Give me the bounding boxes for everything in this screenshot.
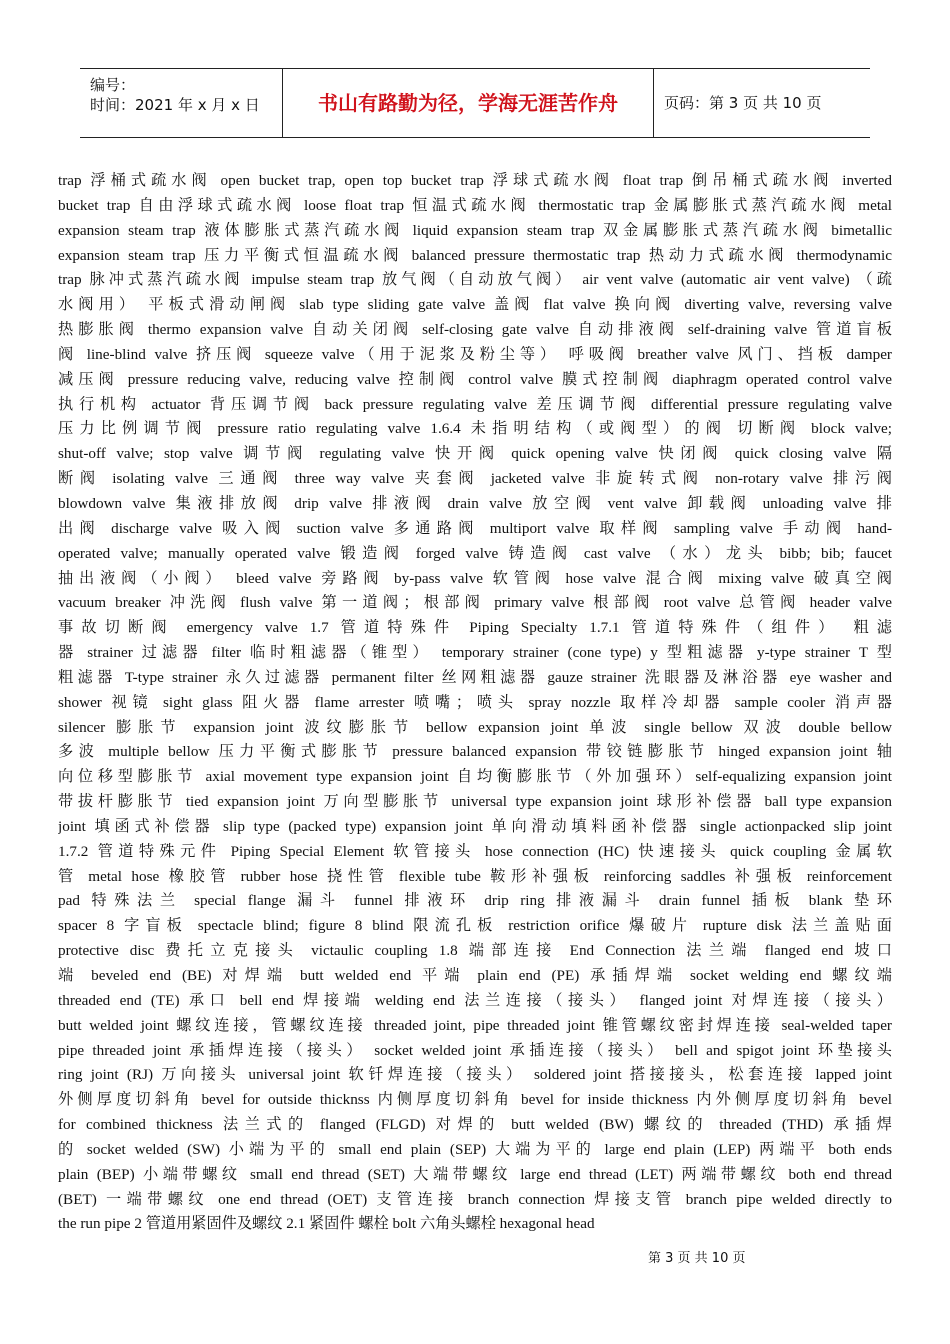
page-footer: 第 3 页 共 10 页 [648, 1251, 746, 1266]
body-line: 端 beveled end (BE) 对焊端 butt welded end 平端 plain end (PE) 承插焊端 socket welding end 螺纹端 [58, 967, 892, 984]
body-line: 粗滤器 T-type strainer 永久过滤器 permanent filter 丝网粗滤器 gauze strainer 洗眼器及淋浴器 eye washer and [58, 668, 892, 686]
header-page-label: 页码：第 3 页 共 10 页 [664, 94, 822, 112]
body-line: shut-off valve; stop valve 调节阀 regulating valve 快开阀 quick opening valve 快闭阀 quick closing valve 隔 [58, 445, 892, 463]
body-line: trap 脉冲式蒸汽疏水阀 impulse steam trap 放气阀（自动放气阀） air vent valve (automatic air vent valve) （疏 [58, 271, 892, 289]
body-line: 断阀 isolating valve 三通阀 three way valve 夹套阀 jacketed valve 非旋转式阀 non-rotary valve 排污阀 [58, 470, 892, 488]
body-line: 执行机构 actuator 背压调节阀 back pressure regulating valve 差压调节阀 differential pressure regulating valve [58, 395, 892, 413]
document-date-label: 时间：2021 年 x 月 x 日 [90, 96, 260, 114]
body-line: 带拔杆膨胀节 tied expansion joint 万向型膨胀节 universal type expansion joint 球形补偿器 ball type expansion [58, 793, 892, 811]
body-line: ring joint (RJ) 万向接头 universal joint 软钎焊连接（接头） soldered joint 搭接接头，松套连接 lapped joint [58, 1066, 892, 1084]
body-line: expansion steam trap 压力平衡式恒温疏水阀 balanced pressure thermostatic trap 热动力式疏水阀 thermodynamic [58, 246, 892, 264]
body-line: for combined thickness 法兰式的 flanged (FLGD) 对焊的 butt welded (BW) 螺纹的 threaded (THD) 承插焊 [58, 1116, 892, 1134]
body-line: blowdown valve 集液排放阀 drip valve 排液阀 drain valve 放空阀 vent valve 卸载阀 unloading valve 排 [58, 494, 892, 512]
body-line: 减压阀 pressure reducing valve, reducing valve 控制阀 control valve 膜式控制阀 diaphragm operated control valve [58, 370, 892, 388]
body-line: shower 视镜 sight glass 阻火器 flame arrester 喷嘴；喷头 spray nozzle 取样冷却器 sample cooler 消声器 [58, 693, 892, 711]
body-line: pipe threaded joint 承插焊连接（接头） socket welded joint 承插连接（接头） bell and spigot joint 环垫接头 [58, 1041, 892, 1059]
body-line: protective disc 费托立克接头 victaulic coupling 1.8 端部连接 End Connection 法兰端 flanged end 坡口 [58, 942, 892, 960]
document-body [58, 169, 892, 1237]
body-line: plain (BEP) 小端带螺纹 small end thread (SET) 大端带螺纹 large end thread (LET) 两端带螺纹 both end thread [58, 1165, 892, 1183]
body-line: the run pipe 2 管道用紧固件及螺纹 2.1 紧固件 螺栓 bolt 六角头螺栓 hexagonal head [58, 1215, 595, 1233]
body-line: operated valve; manually operated valve 锻造阀 forged valve 铸造阀 cast valve （水）龙头 bibb; bib; faucet [58, 544, 892, 562]
body-line: (BET) 一端带螺纹 one end thread (OET) 支管连接 branch connection 焊接支管 branch pipe welded directly to [58, 1190, 892, 1208]
body-line: silencer 膨胀节 expansion joint 波纹膨胀节 bellow expansion joint 单波 single bellow 双波 double bellow [58, 718, 892, 736]
body-line: 外侧厚度切斜角 bevel for outside thicknss 内侧厚度切斜角 bevel for inside thickness 内外侧厚度切斜角 bevel [58, 1091, 892, 1109]
body-line: 的 socket welded (SW) 小端为平的 small end plain (SEP) 大端为平的 large end plain (LEP) 两端平 both ends [58, 1140, 892, 1158]
body-line: spacer 8 字盲板 spectacle blind; figure 8 blind 限流孔板 restriction orifice 爆破片 rupture disk 法兰盖贴面 [58, 917, 892, 935]
body-line: 热膨胀阀 thermo expansion valve 自动关闭阀 self-closing gate valve 自动排液阀 self-draining valve 管道盲板 [58, 321, 892, 339]
body-line: 水阀用） 平板式滑动闸阀 slab type sliding gate valve 盖阀 flat valve 换向阀 diverting valve, reversing valve [58, 296, 892, 314]
page-header [80, 68, 870, 138]
body-line: 事故切断阀 emergency valve 1.7 管道特殊件 Piping Specialty 1.7.1 管道特殊件（组件） 粗滤 [58, 619, 892, 637]
body-line: 抽出液阀（小阀） bleed valve 旁路阀 by-pass valve 软管阀 hose valve 混合阀 mixing valve 破真空阀 [58, 569, 892, 587]
body-line: 多波 multiple bellow 压力平衡式膨胀节 pressure balanced expansion 带铰链膨胀节 hinged expansion joint 轴 [58, 743, 892, 761]
body-line: trap 浮桶式疏水阀 open bucket trap, open top bucket trap 浮球式疏水阀 float trap 倒吊桶式疏水阀 inverted [58, 172, 892, 189]
body-line: butt welded joint 螺纹连接，管螺纹连接 threaded joint, pipe threaded joint 锥管螺纹密封焊连接 seal-welded taper [58, 1016, 892, 1034]
body-line: pad 特殊法兰 special flange 漏斗 funnel 排液环 drip ring 排液漏斗 drain funnel 插板 blank 垫环 [58, 892, 892, 910]
body-line: 阀 line-blind valve 挤压阀 squeeze valve（用于泥浆及粉尘等） 呼吸阀 breather valve 风门、挡板 damper [58, 345, 892, 363]
header-meta [80, 69, 282, 137]
body-line: 1.7.2 管道特殊元件 Piping Special Element 软管接头 hose connection (HC) 快速接头 quick coupling 金属软 [58, 842, 892, 860]
body-line: 向位移型膨胀节 axial movement type expansion joint 自均衡膨胀节（外加强环）self-equalizing expansion joint [58, 768, 892, 786]
body-line: expansion steam trap 液体膨胀式蒸汽疏水阀 liquid expansion steam trap 双金属膨胀式蒸汽疏水阀 bimetallic [58, 221, 892, 239]
document-number-label: 编号： [90, 76, 136, 94]
body-line: 压力比例调节阀 pressure ratio regulating valve 1.6.4 未指明结构（或阀型）的阀 切断阀 block valve; [58, 420, 892, 438]
body-line: threaded end (TE) 承口 bell end 焊接端 welding end 法兰连接（接头） flanged joint 对焊连接（接头） [58, 991, 892, 1009]
body-line: 管 metal hose 橡胶管 rubber hose 挠性管 flexible tube 鞍形补强板 reinforcing saddles 补强板 reinforcement [58, 867, 892, 885]
body-line: bucket trap 自由浮球式疏水阀 loose float trap 恒温式疏水阀 thermostatic trap 金属膨胀式蒸汽疏水阀 metal [58, 196, 892, 214]
body-line: 器 strainer 过滤器 filter 临时粗滤器（锥型） temporary strainer (cone type) y 型粗滤器 y-type strainer T 型 [58, 644, 892, 662]
header-motto: 书山有路勤为径，学海无涯苦作舟 [282, 69, 654, 137]
body-line: joint 填函式补偿器 slip type (packed type) expansion joint 单向滑动填料函补偿器 single actionpacked slip joint [58, 817, 892, 835]
body-line: 出阀 discharge valve 吸入阀 suction valve 多通路阀 multiport valve 取样阀 sampling valve 手动阀 hand- [58, 519, 892, 537]
body-line: vacuum breaker 冲洗阀 flush valve 第一道阀；根部阀 primary valve 根部阀 root valve 总管阀 header valve [58, 594, 892, 612]
